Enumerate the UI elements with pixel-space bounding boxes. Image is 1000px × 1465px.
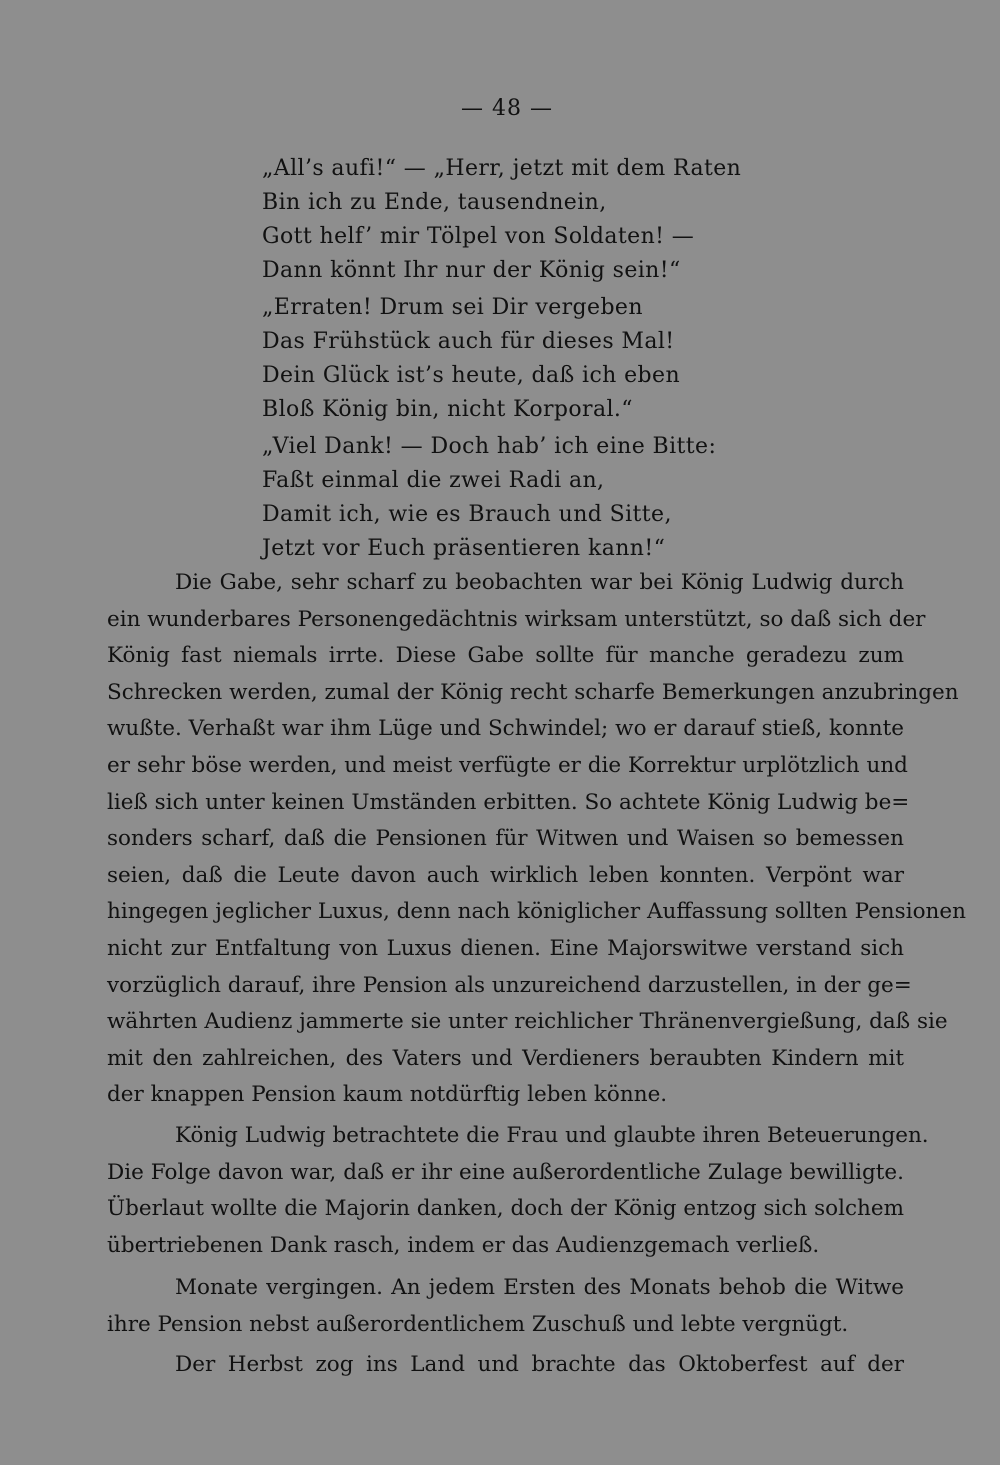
verse-line: „Erraten! Drum sei Dir vergeben: [262, 295, 643, 320]
verse-line: Das Frühstück auch für dieses Mal!: [262, 329, 675, 354]
prose-line: seien, daß die Leute davon auch wirklich leben konnten. Verpönt war: [107, 862, 904, 888]
prose-line: hingegen jeglicher Luxus, denn nach königlicher Auffassung sollten Pensionen: [107, 899, 966, 925]
prose-line: ihre Pension nebst außerordentlichem Zuschuß und lebte vergnügt.: [107, 1311, 849, 1337]
prose-line: der knappen Pension kaum notdürftig leben könne.: [107, 1082, 668, 1108]
prose-line: ließ sich unter keinen Umständen erbitten. So achtete König Ludwig be=: [107, 789, 910, 815]
paragraph-2: [107, 1118, 929, 1264]
verse-line: Dein Glück ist’s heute, daß ich eben: [262, 363, 681, 388]
verse-stanza-2: [262, 291, 862, 427]
prose-line: König fast niemals irrte. Diese Gabe sollte für manche geradezu zum: [107, 643, 904, 669]
prose-line: ein wunderbares Personengedächtnis wirksam unterstützt, so daß sich der: [107, 606, 926, 632]
prose-line: übertriebenen Dank rasch, indem er das Audienzgemach verließ.: [107, 1232, 820, 1258]
prose-line: vorzüglich darauf, ihre Pension als unzureichend darzustellen, in der ge=: [107, 972, 912, 998]
prose-line: Die Gabe, sehr scharf zu beobachten war bei König Ludwig durch: [175, 570, 904, 595]
verse-line: Gott helf’ mir Tölpel von Soldaten! —: [262, 224, 695, 249]
paragraph-3: [107, 1270, 904, 1343]
prose-line: mit den zahlreichen, des Vaters und Verdieners beraubten Kindern mit: [107, 1045, 904, 1071]
verse-line: Jetzt vor Euch präsentieren kann!“: [262, 536, 666, 561]
verse-line: Bloß König bin, nicht Korporal.“: [262, 397, 633, 422]
verse-stanza-3: [262, 430, 862, 566]
prose-line: König Ludwig betrachtete die Frau und glaubte ihren Beteuerungen.: [175, 1123, 929, 1148]
prose-line: Monate vergingen. An jedem Ersten des Monats behob die Witwe: [175, 1275, 904, 1300]
prose-line: Die Folge davon war, daß er ihr eine außerordentliche Zulage bewilligte.: [107, 1159, 904, 1185]
prose-line: währten Audienz jammerte sie unter reichlicher Thränenvergießung, daß sie: [107, 1009, 948, 1035]
prose-line: Der Herbst zog ins Land und brachte das Oktoberfest auf der: [175, 1352, 904, 1377]
prose-line: Überlaut wollte die Majorin danken, doch der König entzog sich solchem: [107, 1196, 904, 1222]
page-number: — 48 —: [461, 96, 553, 121]
prose-line: sonders scharf, daß die Pensionen für Witwen und Waisen so bemessen: [107, 826, 904, 852]
paragraph-4: [107, 1347, 904, 1384]
paragraph-1: [107, 565, 966, 1114]
verse-line: Faßt einmal die zwei Radi an,: [262, 468, 605, 493]
verse-line: Dann könnt Ihr nur der König sein!“: [262, 258, 681, 283]
prose-line: Schrecken werden, zumal der König recht scharfe Bemerkungen anzubringen: [107, 679, 959, 705]
verse-line: Bin ich zu Ende, tausendnein,: [262, 190, 607, 215]
prose-line: wußte. Verhaßt war ihm Lüge und Schwindel; wo er darauf stieß, konnte: [107, 716, 904, 742]
verse-line: „Viel Dank! — Doch hab’ ich eine Bitte:: [262, 434, 717, 459]
verse-line: Damit ich, wie es Brauch und Sitte,: [262, 502, 672, 527]
verse-line: „All’s aufi!“ — „Herr, jetzt mit dem Raten: [262, 156, 742, 181]
prose-line: er sehr böse werden, und meist verfügte er die Korrektur urplötzlich und: [107, 752, 908, 778]
prose-line: nicht zur Entfaltung von Luxus dienen. Eine Majorswitwe verstand sich: [107, 935, 904, 961]
verse-stanza-1: [262, 152, 862, 288]
